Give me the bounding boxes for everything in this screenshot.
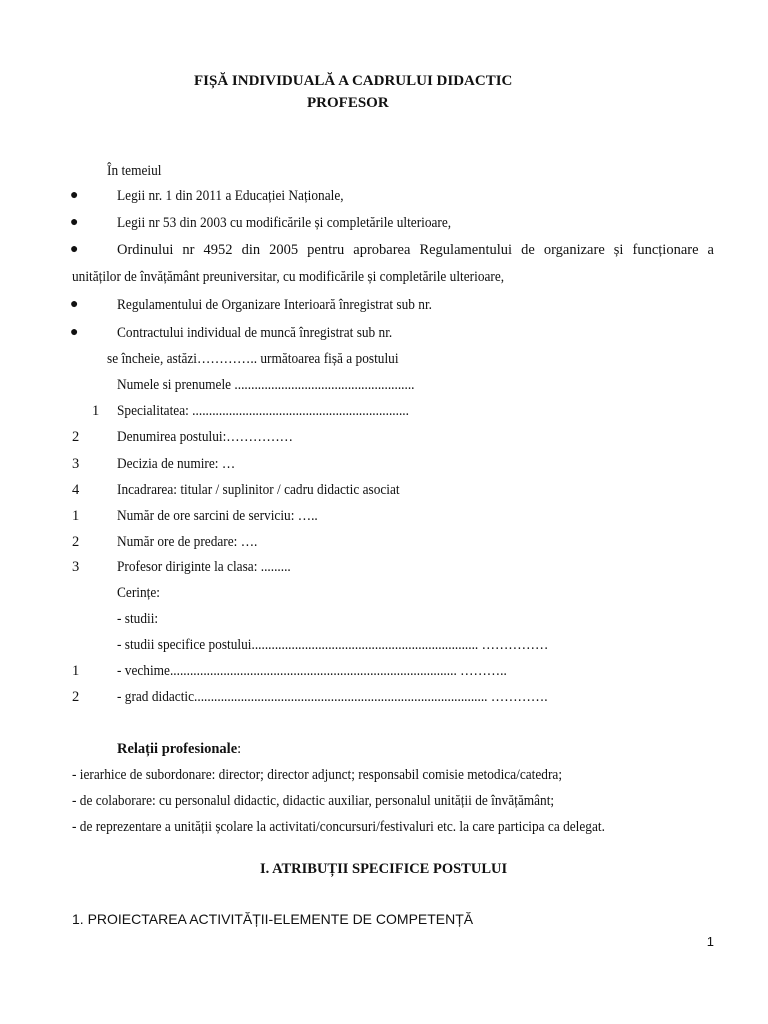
relation-collaboration: - de colaborare: cu personalul didactic, didactic auxiliar, personalul unității de învățământ; xyxy=(72,793,555,809)
bullet-icon: ● xyxy=(70,215,79,230)
requirement-studies: - studii: xyxy=(117,611,159,627)
field-number: 1 xyxy=(72,508,80,524)
requirements-label: Cerințe: xyxy=(117,585,160,601)
field-number: 2 xyxy=(72,534,80,550)
requirement-number: 2 xyxy=(72,689,80,705)
field-number: 1 xyxy=(92,403,100,419)
field-decision: Decizia de numire: … xyxy=(117,456,236,472)
field-teaching-hours: Număr ore de predare: …. xyxy=(117,534,258,550)
bullet-icon: ● xyxy=(70,325,79,340)
intro-text: În temeiul xyxy=(107,163,162,179)
bullet-icon: ● xyxy=(70,242,79,257)
bullet-icon: ● xyxy=(70,297,79,312)
requirement-number: 1 xyxy=(72,663,80,679)
requirement-grade: - grad didactic........................................................................................ …………. xyxy=(117,689,548,705)
field-number: 2 xyxy=(72,429,80,445)
requirement-specific-studies: - studii specifice postului.................................................................... …………… xyxy=(117,637,549,653)
field-number: 3 xyxy=(72,456,80,472)
field-number: 4 xyxy=(72,482,80,498)
field-post: Denumirea postului:…………… xyxy=(117,429,293,445)
field-name: Numele si prenumele ...................................................... xyxy=(117,377,415,393)
legal-basis-item: Contractului individual de muncă înregistrat sub nr. xyxy=(117,325,393,341)
field-employment: Incadrarea: titular / suplinitor / cadru didactic asociat xyxy=(117,482,400,498)
subsection-heading: 1. PROIECTAREA ACTIVITĂȚII-ELEMENTE DE COMPETENȚĂ xyxy=(72,911,474,927)
requirement-seniority: - vechime...................................................................................... ……….. xyxy=(117,663,507,679)
field-homeroom: Profesor diriginte la clasa: ......... xyxy=(117,559,291,575)
document-title: FIȘĂ INDIVIDUALĂ A CADRULUI DIDACTIC xyxy=(194,73,513,89)
field-hours: Număr de ore sarcini de serviciu: ….. xyxy=(117,508,318,524)
legal-basis-item: Ordinului nr 4952 din 2005 pentru aprobarea Regulamentului de organizare și funcționare a xyxy=(117,242,714,258)
relation-representation: - de reprezentare a unității școlare la activitati/concursuri/festivaluri etc. la care participa ca delegat. xyxy=(72,819,605,835)
conclusion-text: se încheie, astăzi………….. următoarea fișă a postului xyxy=(107,351,399,367)
legal-basis-item-continued: unităților de învățământ preuniversitar, cu modificările și completările ulterioare, xyxy=(72,269,505,285)
relations-heading: Relații profesionale: xyxy=(117,741,242,757)
page-number: 1 xyxy=(706,934,714,949)
field-number: 3 xyxy=(72,559,80,575)
section-heading: I. ATRIBUȚII SPECIFICE POSTULUI xyxy=(260,861,508,877)
legal-basis-item: Legii nr 53 din 2003 cu modificările și completările ulterioare, xyxy=(117,215,452,231)
legal-basis-item: Legii nr. 1 din 2011 a Educației Naționale, xyxy=(117,188,344,204)
bullet-icon: ● xyxy=(70,188,79,203)
field-specialty: Specialitatea: ................................................................. xyxy=(117,403,409,419)
document-subtitle: PROFESOR xyxy=(307,95,389,111)
legal-basis-item: Regulamentului de Organizare Interioară înregistrat sub nr. xyxy=(117,297,432,313)
relation-hierarchical: - ierarhice de subordonare: director; director adjunct; responsabil comisie metodica/catedra; xyxy=(72,767,563,783)
